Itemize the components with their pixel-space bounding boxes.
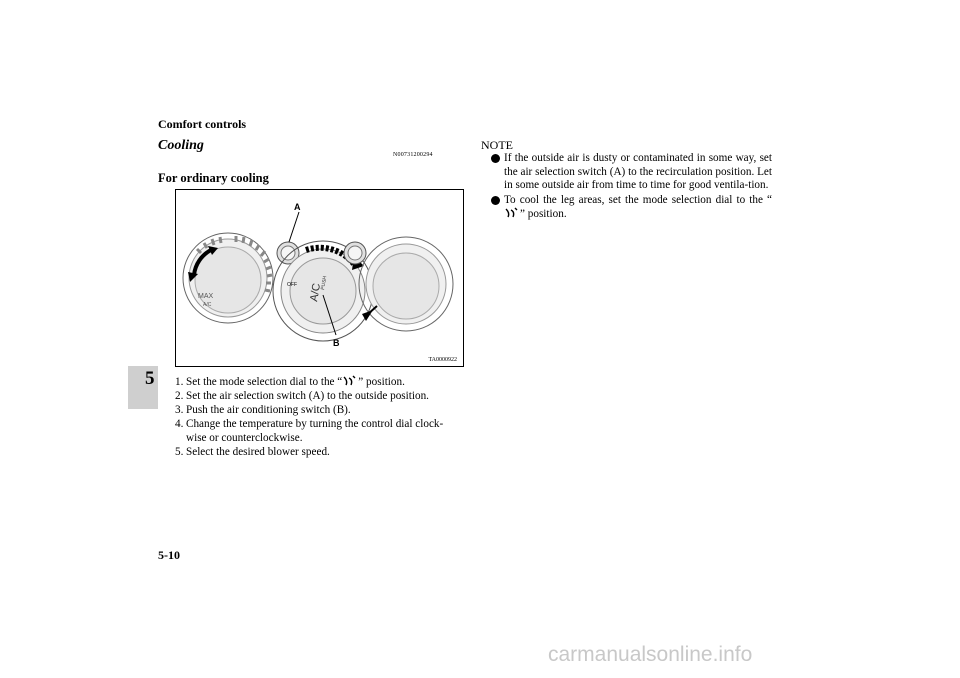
note-title: NOTE	[481, 138, 513, 152]
bullet-icon	[491, 154, 500, 163]
max-label: MAX	[198, 293, 214, 300]
steps-list	[175, 375, 465, 459]
callout-a: A	[294, 202, 301, 212]
step-number: 4.	[175, 418, 184, 430]
step-text: Select the desired blower speed.	[186, 446, 330, 458]
step-text-after: ” position.	[358, 376, 405, 388]
callout-b: B	[333, 338, 340, 348]
step-text: Change the temperature by turning the control dial clock-	[186, 418, 444, 430]
note-text: If the outside air is dusty or contaminated in some way, set the air selection switch (A) to the recirculation position. Let in some outside air from time to time for good ventila-tion.	[504, 152, 772, 191]
figure-code: TA0000922	[428, 357, 457, 363]
ac-button-label: A/C	[308, 282, 324, 303]
step-item	[175, 389, 465, 403]
note-item	[490, 152, 772, 193]
push-label: PUSH	[320, 275, 329, 291]
step-number: 5.	[175, 446, 184, 458]
watermark: carmanualsonline.info	[548, 643, 753, 666]
step-item	[175, 445, 465, 459]
bullet-icon	[491, 196, 500, 205]
page-number: 5-10	[158, 548, 180, 562]
step-item	[175, 403, 465, 417]
note-text-after: ” position.	[520, 208, 567, 220]
ac-small-label: A/C	[203, 302, 212, 308]
section-code: N00731200294	[393, 152, 433, 158]
step-item	[175, 417, 465, 445]
step-text: Set the air selection switch (A) to the outside position.	[186, 390, 429, 402]
step-number: 3.	[175, 404, 184, 416]
chapter-number: 5	[145, 368, 155, 389]
section-header: Comfort controls	[158, 117, 247, 131]
climate-panel-illustration	[176, 190, 463, 366]
off-label: OFF	[287, 282, 297, 288]
foot-vent-icon	[504, 207, 520, 218]
note-item	[490, 194, 772, 222]
step-text: Push the air conditioning switch (B).	[186, 404, 351, 416]
note-text-before: To cool the leg areas, set the mode selection dial to the “	[504, 193, 772, 206]
climate-control-figure	[175, 189, 464, 367]
step-number: 1.	[175, 376, 184, 388]
foot-vent-icon	[342, 375, 358, 386]
step-number: 2.	[175, 390, 184, 402]
step-text-continued: wise or counterclockwise.	[186, 432, 303, 444]
note-list	[490, 152, 772, 223]
step-item	[175, 375, 465, 389]
step-text-before: Set the mode selection dial to the “	[186, 376, 343, 388]
section-title: Cooling	[158, 138, 204, 153]
sub-heading: For ordinary cooling	[158, 171, 269, 185]
